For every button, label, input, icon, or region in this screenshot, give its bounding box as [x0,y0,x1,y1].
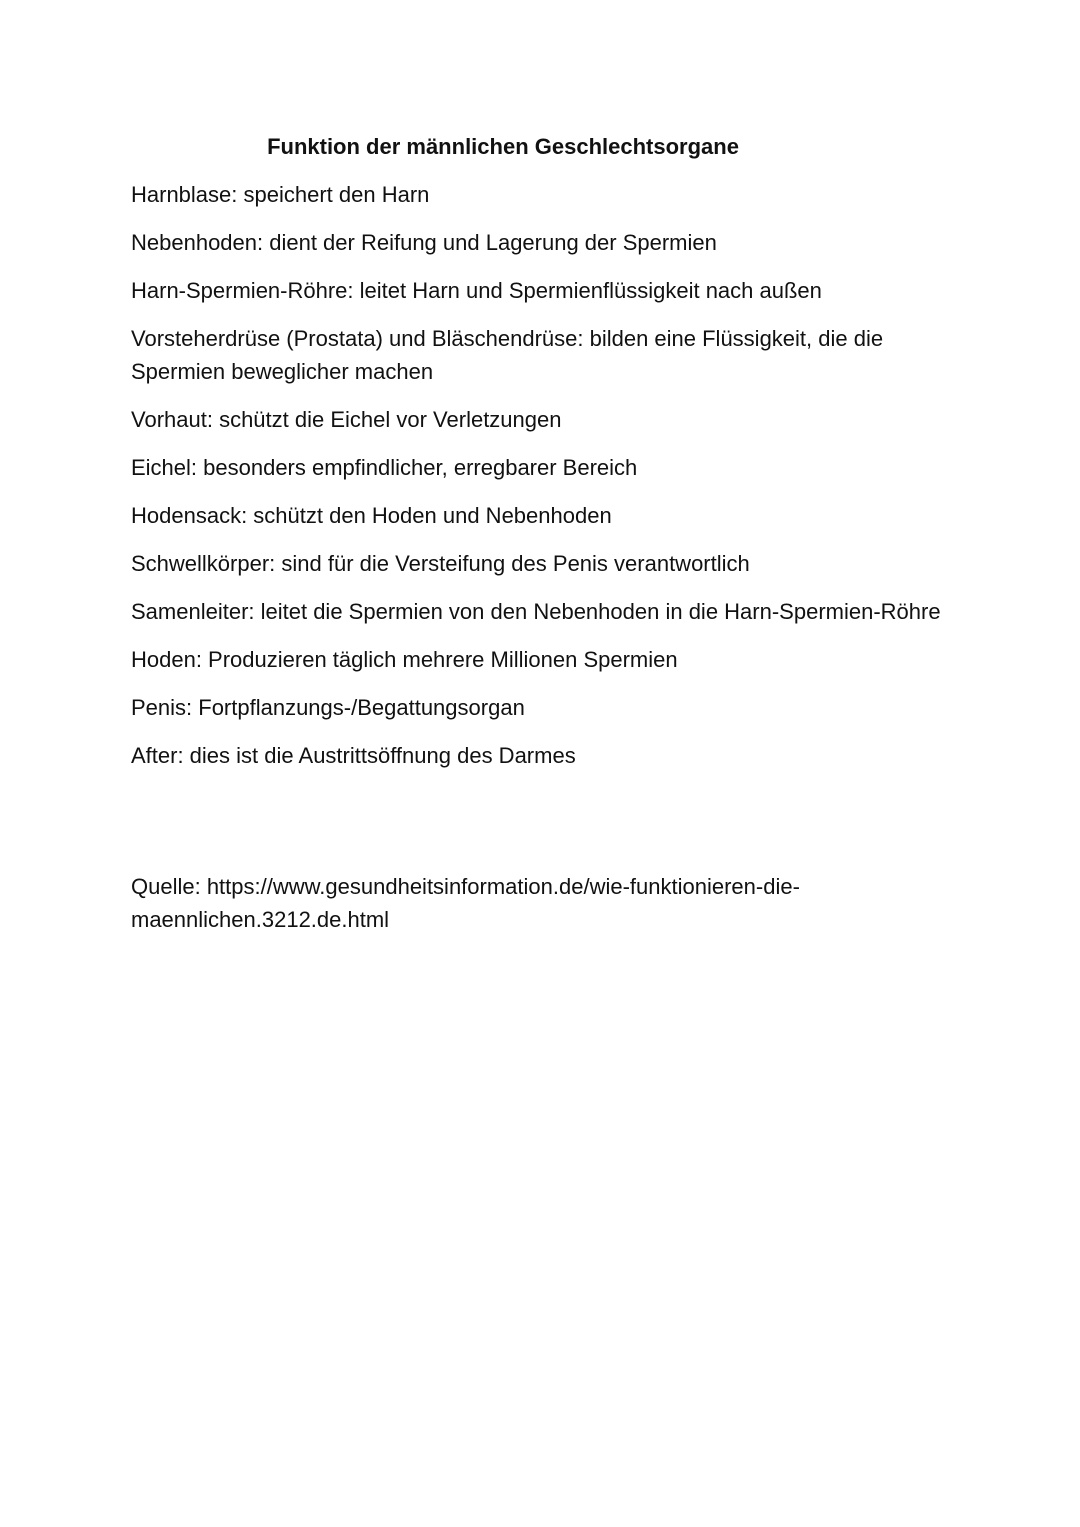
list-item: Vorsteherdrüse (Prostata) und Bläschendrüse: bilden eine Flüssigkeit, die die Spermien beweglicher machen [131,326,884,384]
page-title: Funktion der männlichen Geschlechtsorgane [267,134,739,159]
list-item: Vorhaut: schützt die Eichel vor Verletzungen [131,407,562,432]
list-item: Hoden: Produzieren täglich mehrere Millionen Spermien [131,647,678,672]
list-item: Harn-Spermien-Röhre: leitet Harn und Spermienflüssigkeit nach außen [131,278,822,303]
organ-function-list [131,178,951,787]
list-item: Hodensack: schützt den Hoden und Nebenhoden [131,503,612,528]
list-item: Samenleiter: leitet die Spermien von den Nebenhoden in die Harn-Spermien-Röhre [131,599,941,624]
list-item: Harnblase: speichert den Harn [131,182,430,207]
list-item: Schwellkörper: sind für die Versteifung des Penis verantwortlich [131,551,750,576]
list-item: After: dies ist die Austrittsöffnung des Darmes [131,743,576,768]
list-item: Eichel: besonders empfindlicher, erregbarer Bereich [131,455,638,480]
list-item: Nebenhoden: dient der Reifung und Lagerung der Spermien [131,230,717,255]
source-line: Quelle: https://www.gesundheitsinformation.de/wie-funktionieren-die- [131,874,800,899]
source-citation [131,870,951,936]
source-line: maennlichen.3212.de.html [131,907,390,932]
list-item: Penis: Fortpflanzungs-/Begattungsorgan [131,695,525,720]
